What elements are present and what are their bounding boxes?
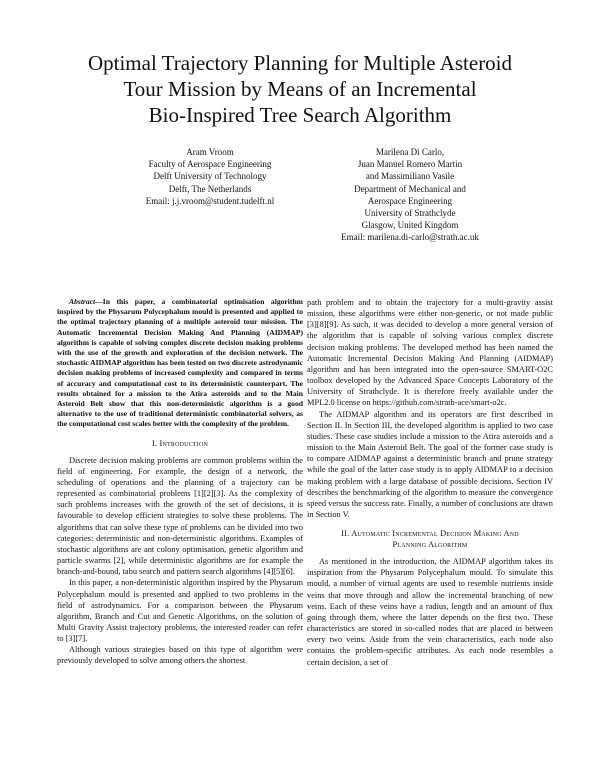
- author-affiliation: Glasgow, United Kingdom: [361, 220, 459, 231]
- author-block-2: [320, 146, 500, 244]
- paragraph: path problem and to obtain the trajectory for a multi-gravity assist mission, these algorithms were either non-generic, or not made public [3][8][9]. As such, it was decided to develop a more general version of the algorithm that is capable of solving various complex discrete decision making problems. The developed method has been named the Automatic Incremental Decision Making And Planning (AIDMAP) algorithm and has been integrated into the open-source SMART-O2C toolbox developed by the Advanced Space Concepts Laboratory of the University of Strathclyde. It is therefore freely available under the MPL2.0 license on https://github.com/strath-ace/smart-o2c.: [307, 298, 553, 408]
- section-heading-introduction: I. Introduction: [151, 438, 209, 448]
- abstract-label: Abstract: [69, 297, 96, 306]
- paragraph: Although various strategies based on this type of algorithm were previously developed to solve among others the shortest: [57, 645, 303, 666]
- title-line-3: Bio-Inspired Tree Search Algorithm: [148, 103, 452, 127]
- author-name: Marilena Di Carlo,: [375, 147, 445, 157]
- author-affiliation: Aerospace Engineering: [367, 195, 453, 206]
- author-name: and Massimiliano Vasile: [365, 171, 455, 182]
- paragraph: As mentioned in the introduction, the AIDMAP algorithm takes its inspiration from the Physarum Polycephalum mould. To simulate this mould, a number of virtual agents are used to resemble nutrients inside veins that move through and allow the incremental branching of new veins. Each of these veins have a radius, length and an amount of flux going through them, where the latter depends on the first two. These characteristics are stored in so-called nodes that are placed in between every two veins. Aside from the vein characteristics, each node also contains the problem-specific attributes. As each node resembles a certain decision, a set of: [307, 557, 553, 667]
- author-affiliation: Department of Mechanical and: [354, 183, 466, 194]
- author-name: Juan Manuel Romero Martin: [357, 159, 463, 170]
- abstract: [57, 297, 303, 430]
- abstract-text: —In this paper, a combinatorial optimisation algorithm inspired by the Physarum Polycephalum mould is presented and applied to the optimal trajectory planning of a multiple asteroid tour mission. The Automatic Incremental Decision Making And Planning (AIDMAP) algorithm is capable of solving complex discrete decision making problems with the use of the growth and exploration of the decision network. The stochastic AIDMAP algorithm has been tested on two discrete astrodynamic decision making problems of increased complexity and compared in terms of accuracy and computational cost to its deterministic counterpart. The results obtained for a mission to the Atira asteroids and to the Main Asteroid Belt show that this non-deterministic algorithm is a good alternative to the use of traditional deterministic combinatorial solvers, as the computational cost scales better with the complexity of the problem.: [57, 297, 303, 429]
- author-affiliation: University of Strathclyde: [364, 208, 456, 219]
- paragraph: Discrete decision making problems are common problems within the field of engineering. For example, the design of a network, the scheduling of operations and the planning of a trajectory can be represented as combinatorial problems [1][2][3]. As the complexity of such problems increases with the growth of the set of decisions, it is favourable to develop efficient strategies to solve these problems. The algorithms that can solve these type of problems can be divided into two categories: deterministic and non-deterministic algorithms. Examples of stochastic algorithms are ant colony optimisation, genetic algorithm and particle swarms [2], while deterministic algorithms are for example the branch-and-bound, tabu search and pattern search algorithms [4][5][6].: [57, 455, 303, 577]
- paragraph: The AIDMAP algorithm and its operators are first described in Section II. In Section III, the developed algorithm is applied to two case studies. These case studies include a mission to the Atira asteroids and a mission to the Main Asteroid Belt. The goal of the former case study is to compare AIDMAP against a deterministic branch and prune strategy while the goal of the latter case study is to apply AIDMAP to a decision making problem with a large database of possible decisions. Section IV describes the benchmarking of the algorithm to measure the convergence speed versus the success rate. Finally, a number of conclusions are drawn in Section V.: [307, 409, 553, 519]
- title-line-2: Tour Mission by Means of an Incremental: [123, 77, 477, 101]
- author-affiliation: Faculty of Aerospace Engineering: [148, 159, 272, 170]
- right-column: [307, 297, 553, 668]
- title-line-1: Optimal Trajectory Planning for Multiple Asteroid: [87, 51, 513, 75]
- paper-title: [40, 50, 560, 128]
- author-name: Aram Vroom: [186, 147, 234, 157]
- left-column: [57, 297, 303, 667]
- author-email: Email: j.j.vroom@student.tudelft.nl: [145, 195, 275, 206]
- author-block-1: [120, 146, 300, 207]
- author-affiliation: Delft, The Netherlands: [168, 183, 252, 194]
- paragraph: In this paper, a non-deterministic algorithm inspired by the Physarum Polycephalum mould is presented and applied to two problems in the field of astrodynamics. For a comparison between the Physarum algorithm, Branch and Cut and Genetic Algorithms, on the solution of Multi Gravity Assist trajectory problems, the interested reader can refer to [3][7].: [57, 578, 303, 644]
- section-heading-2-line-1: II. Automatic Incremental Decision Making And: [341, 529, 519, 539]
- author-email: Email: marilena.di-carlo@strath.ac.uk: [341, 232, 479, 243]
- author-affiliation: Delft University of Technology: [153, 171, 267, 182]
- section-heading-2: [307, 528, 553, 550]
- section-heading-2-line-2: Planning Algorithm: [392, 540, 468, 550]
